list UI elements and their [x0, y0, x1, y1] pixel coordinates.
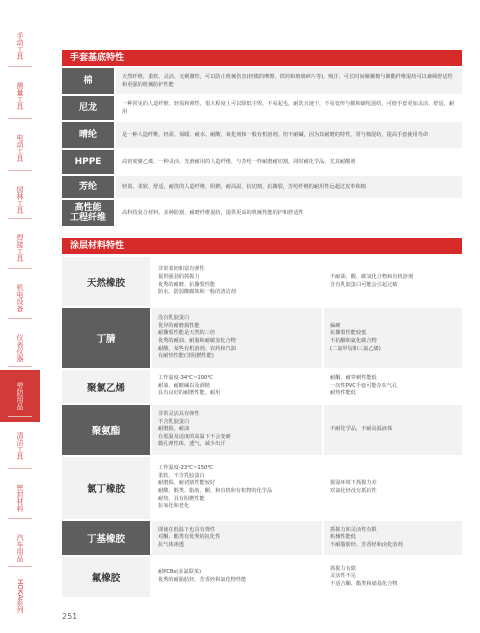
- substrate-name: 高性能 工程纤维: [62, 200, 114, 226]
- disadvantage-item: 不适合酮、酯类和硝基化合物: [330, 580, 398, 587]
- advantage-item: 不含乳胶蛋白: [158, 418, 190, 425]
- sidebar-nav: [0, 0, 40, 633]
- advantage-item: 耐PCBs(多氯联苯): [158, 569, 201, 576]
- disadvantage-item: 抗撕裂性能较低: [330, 330, 367, 337]
- substrate-name: 晴纶: [62, 122, 114, 148]
- substrate-name: 芳纶: [62, 176, 114, 198]
- sidebar-item[interactable]: 密封材料: [16, 484, 24, 512]
- advantage-item: 优异的耐磨损性能: [158, 322, 200, 329]
- disadvantage-item: 不抗酮和氯化碳合物: [330, 338, 377, 344]
- coating-disadvantages: [324, 521, 462, 555]
- advantage-item: 在低温及适度的高温下不会变硬: [158, 433, 231, 440]
- coating-disadvantages: [324, 308, 462, 368]
- advantage-item: 耐磨损、耐切割性能较好: [158, 480, 216, 487]
- advantage-item: 耐酸、某些有机溶剂、农药和汽油: [158, 345, 236, 352]
- disadvantage-item: 机械性能低: [330, 534, 356, 541]
- substrate-row: [62, 200, 462, 226]
- sidebar-item[interactable]: 机电设备: [16, 284, 24, 312]
- coating-advantages: [152, 457, 322, 519]
- advantage-item: 工作温度-23℃~150℃: [158, 465, 214, 472]
- substrate-name: HPPE: [62, 150, 114, 174]
- section-title-substrate: 手套基底特性: [62, 50, 462, 66]
- coating-disadvantages: [324, 257, 462, 306]
- advantage-item: 提供强劲的抓握力: [158, 273, 200, 280]
- substrate-row: [62, 150, 462, 174]
- sidebar-item[interactable]: 电动工具: [16, 134, 24, 162]
- sidebar-item[interactable]: 园林工具: [16, 186, 24, 214]
- disadvantage-item: 抓握力和灵活性有限: [330, 526, 377, 533]
- coating-name: 聚氯乙烯: [62, 370, 150, 403]
- coating-disadvantages: [324, 370, 462, 403]
- substrate-description: 轻盈、柔软、舒适，耐洗的人造纤维，阻燃，耐高温，抗切割，抗撕裂，芳纶纤维的耐用性远超过皮革和棉: [116, 176, 462, 198]
- advantage-item: 微孔弹性体，透气，减少出汗: [158, 441, 226, 448]
- substrate-name: 尼龙: [62, 96, 114, 120]
- disadvantage-item: 一次性PVC手套可能存在气孔: [330, 382, 398, 389]
- disadvantage-item: 灵活性不足: [330, 573, 356, 580]
- advantage-item: 耐热，具有阻燃性能: [158, 495, 205, 502]
- advantage-item: 防水、防弱酸腐蚀和一般的清洁剂: [158, 289, 236, 296]
- coating-row: [62, 370, 462, 403]
- substrate-name: 棉: [62, 68, 114, 94]
- disadvantage-item: 耐热性能低: [330, 390, 356, 397]
- advantage-item: 具有良好的耐磨性能，耐用: [158, 390, 221, 397]
- disadvantage-item: 对氯化烃没有抵抗性: [330, 488, 377, 494]
- sidebar-divider: [8, 66, 32, 67]
- coating-row: [62, 521, 462, 555]
- section-title-coating: 涂层材料特性: [62, 238, 462, 254]
- coating-row: [62, 405, 462, 455]
- substrate-description: 天然纤维，柔软、灵活、无刺激性，可以防止机械伤害(轻微的摩擦、铁屑和玻璃碎片等)，吸汗，可长时间佩戴棉与聚酯纤维混纺可以兼顾舒适性和更强的机械防护性能: [116, 68, 462, 94]
- coating-disadvantages: [324, 405, 462, 455]
- advantage-item: 耐油、耐酸碱以及酒精: [158, 382, 210, 389]
- coating-name: 氟橡胶: [62, 557, 150, 597]
- substrate-description: 是一种人造纤维，轻盈、保暖、耐水、耐酸、氧化剂和一般有机溶剂，但不耐碱，因为其耐磨的特性，常与棉混纺，提高手套使用寿命: [116, 122, 462, 148]
- sidebar-item[interactable]: HOKA系列: [16, 578, 24, 614]
- advantage-item: 柔软，不含乳胶蛋白: [158, 472, 205, 479]
- coating-name: 丁基橡胶: [62, 521, 150, 555]
- coating-disadvantages: [324, 457, 462, 519]
- advantage-item: 优秀的耐脂肪烃、芳香烃和氯化物性能: [158, 577, 247, 583]
- sidebar-divider: [8, 416, 32, 417]
- sidebar-divider: [8, 218, 32, 219]
- sidebar-divider: [8, 518, 32, 519]
- advantage-item: 优秀的耐油、耐脂和耐碳氢化合物: [158, 338, 236, 344]
- sidebar-item[interactable]: 清洁工具: [16, 432, 24, 460]
- substrate-row: [62, 176, 462, 198]
- coating-row: [62, 308, 462, 368]
- advantage-item: 有耐热性能(非阻燃性能): [158, 353, 214, 360]
- advantage-item: 耐磨损，耐油: [158, 426, 190, 433]
- sidebar-divider: [8, 468, 32, 469]
- coating-name: 氯丁橡胶: [62, 457, 150, 519]
- sidebar-divider: [8, 170, 32, 171]
- advantage-item: 优秀的耐磨、抗撕裂性能: [158, 281, 216, 288]
- substrate-row: [62, 122, 462, 148]
- advantage-item: 抗氧化和老化: [158, 503, 190, 510]
- disadvantage-item: 含有乳胶蛋白可能会引起过敏: [330, 281, 398, 288]
- coating-row: [62, 257, 462, 306]
- sidebar-item[interactable]: 手动工具: [16, 32, 24, 60]
- disadvantage-item: 耐酮，耐穿刺性能低: [330, 375, 377, 382]
- disadvantage-item: 握湿环境下抓握力差: [330, 480, 377, 487]
- coating-advantages: [152, 405, 322, 455]
- sidebar-item[interactable]: 焊接工具: [16, 234, 24, 262]
- substrate-description: 高科技复合材料，多种防割，耐磨纤维混纺，提供更高的机械性能的护和舒适性: [116, 200, 462, 226]
- disadvantage-item: (二氯甲烷和三氯乙烯): [330, 345, 381, 352]
- advantage-item: 耐撕裂性能是天然的三倍: [158, 330, 216, 337]
- sidebar-divider: [8, 566, 32, 567]
- coating-row: [62, 557, 462, 597]
- coating-advantages: [152, 370, 322, 403]
- advantage-item: 非常灵活具有弹性: [158, 411, 200, 418]
- substrate-description: 高密度聚乙烯，一种灵活、光滑耐用的人造纤维，与芳纶一样耐磨耐切割，同时耐化学品，尤其耐酸剂: [116, 150, 462, 174]
- advantage-item: 即使在低温下也具有弹性: [158, 526, 216, 533]
- sidebar-divider: [8, 366, 32, 367]
- coating-name: 天然橡胶: [62, 257, 150, 306]
- substrate-row: [62, 68, 462, 94]
- coating-disadvantages: [324, 557, 462, 597]
- coating-name: 聚氨酯: [62, 405, 150, 455]
- disadvantage-item: 不耐化学品，不耐高温液体: [330, 426, 393, 433]
- substrate-row: [62, 96, 462, 120]
- coating-name: 丁腈: [62, 308, 150, 368]
- page-number: 251: [62, 612, 78, 621]
- sidebar-item[interactable]: 劳防用品: [0, 370, 40, 422]
- coating-row: [62, 457, 462, 519]
- sidebar-item[interactable]: 测量工具: [16, 82, 24, 110]
- coating-advantages: [152, 521, 322, 555]
- disadvantage-item: 不耐油、酸、碳氢化合物和有机溶剂: [330, 273, 414, 280]
- advantage-item: 没有乳胶蛋白: [158, 315, 190, 322]
- sidebar-divider: [8, 268, 32, 269]
- disadvantage-item: 抓握力有限: [330, 565, 356, 572]
- advantage-item: 对酮、酯类有优秀的抗化性: [158, 534, 221, 541]
- advantage-item: 抗气体渗透: [158, 541, 184, 548]
- sidebar-item[interactable]: 仪表仪器: [16, 334, 24, 362]
- sidebar-divider: [8, 318, 32, 319]
- advantage-item: 非常柔韧和富有弹性: [158, 266, 205, 273]
- coating-advantages: [152, 308, 322, 368]
- coating-advantages: [152, 257, 322, 306]
- sidebar-item[interactable]: 汽车用品: [16, 534, 24, 562]
- disadvantage-item: 偏硬: [330, 322, 341, 329]
- coating-advantages: [152, 557, 322, 597]
- advantage-item: 工作温度-34℃~100℃: [158, 375, 214, 382]
- disadvantage-item: 不耐脂肪烃、芳香烃和卤化溶剂: [330, 541, 403, 548]
- advantage-item: 耐酸、醇类、脂肪、酮、和有机和有机物的化学品: [158, 488, 273, 494]
- sidebar-divider: [8, 118, 32, 119]
- substrate-description: 一种常见的人造纤维，轻盈和弹性，很大程度上可以降低尘埃，不易起毛，耐洗且速干，不易变形与棉和碳纶混纺，可使手套更加灵活、舒适、耐用: [116, 96, 462, 120]
